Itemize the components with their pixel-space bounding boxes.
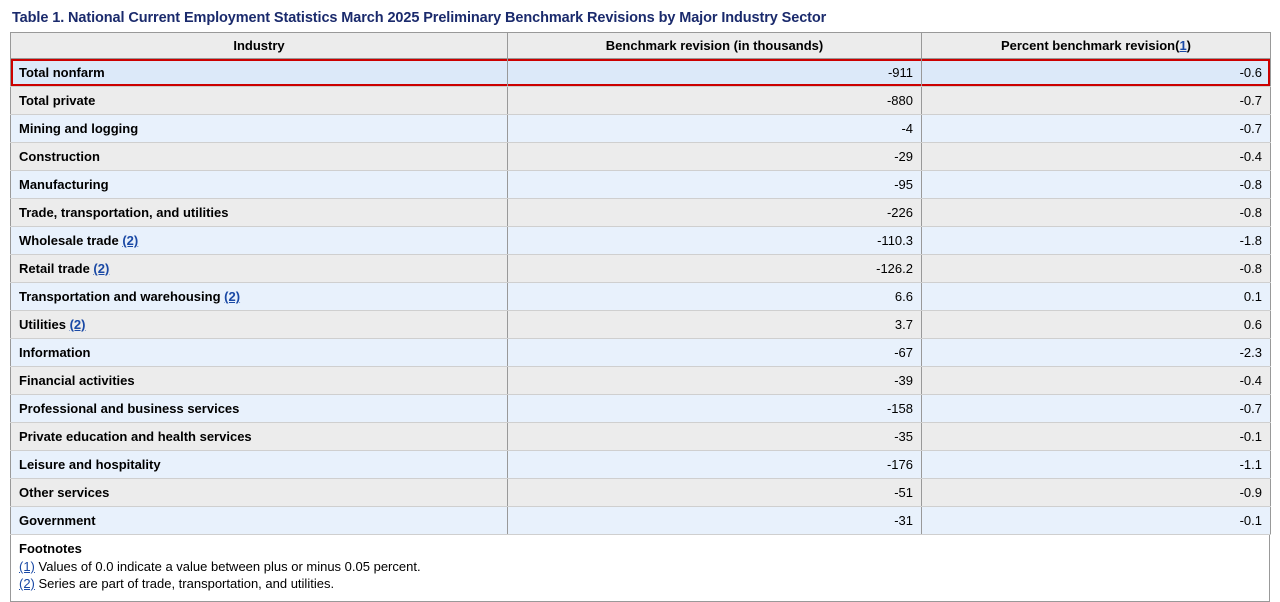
cell-percent-revision: -0.7 [922,87,1271,115]
table-row [11,283,1271,311]
footnote-link-1[interactable]: 1 [1179,38,1187,53]
footnote-marker-1[interactable]: (1) [19,559,35,574]
cell-industry [11,507,508,535]
cell-benchmark-revision: -110.3 [508,227,922,255]
cell-benchmark-revision: -39 [508,367,922,395]
benchmark-revisions-table [10,32,1271,535]
cell-benchmark-revision: -911 [508,59,922,87]
table-row [11,507,1271,535]
industry-label: Mining and logging [19,121,139,136]
table-row [11,367,1271,395]
cell-industry [11,59,508,87]
table-row [11,59,1271,87]
cell-percent-revision: 0.6 [922,311,1271,339]
industry-label: Construction [19,149,100,164]
table-body [11,59,1271,535]
industry-label: Other services [19,485,110,500]
cell-percent-revision: -0.7 [922,395,1271,423]
cell-industry [11,143,508,171]
cell-industry [11,395,508,423]
cell-industry [11,87,508,115]
industry-label: Government [19,513,96,528]
industry-label: Total nonfarm [19,65,105,80]
cell-percent-revision: -1.8 [922,227,1271,255]
cell-percent-revision: -0.8 [922,255,1271,283]
footnote-text-2: Series are part of trade, transportation, and utilities. [34,576,335,591]
industry-label: Professional and business services [19,401,240,416]
cell-industry [11,451,508,479]
cell-industry [11,479,508,507]
table-row [11,255,1271,283]
table-row [11,311,1271,339]
cell-industry [11,171,508,199]
column-header-percent-benchmark-revision [922,33,1271,59]
table-row [11,115,1271,143]
page-title: Table 1. National Current Employment Statistics March 2025 Preliminary Benchmark Revisions by Major Industry Sector [12,10,827,26]
industry-label: Manufacturing [19,177,109,192]
cell-benchmark-revision: 3.7 [508,311,922,339]
cell-industry [11,115,508,143]
footnote-link-2[interactable]: (2) [93,261,110,276]
cell-benchmark-revision: -126.2 [508,255,922,283]
cell-benchmark-revision: -67 [508,339,922,367]
column-header-industry: Industry [11,33,508,59]
industry-label: Total private [19,93,96,108]
table-row [11,339,1271,367]
cell-benchmark-revision: -51 [508,479,922,507]
cell-benchmark-revision: -226 [508,199,922,227]
industry-label: Transportation and warehousing [19,289,225,304]
table-row [11,143,1271,171]
table-row [11,199,1271,227]
industry-label: Utilities [19,317,70,332]
cell-percent-revision: -0.8 [922,171,1271,199]
cell-industry [11,199,508,227]
cell-percent-revision: -0.1 [922,423,1271,451]
cell-percent-revision: -1.1 [922,451,1271,479]
column-header-percent-text: Percent benchmark revision( [1000,38,1180,53]
cell-benchmark-revision: 6.6 [508,283,922,311]
cell-benchmark-revision: -35 [508,423,922,451]
table-row [11,479,1271,507]
cell-percent-revision: -0.6 [922,59,1271,87]
cell-benchmark-revision: -31 [508,507,922,535]
industry-label: Financial activities [19,373,135,388]
cell-benchmark-revision: -29 [508,143,922,171]
cell-benchmark-revision: -158 [508,395,922,423]
industry-label: Information [19,345,91,360]
cell-benchmark-revision: -880 [508,87,922,115]
industry-label: Private education and health services [19,429,252,444]
footnote-item-2 [19,576,1261,591]
cell-percent-revision: -2.3 [922,339,1271,367]
cell-industry [11,227,508,255]
cell-industry [11,311,508,339]
footnote-link-2[interactable]: (2) [224,289,241,304]
industry-label: Trade, transportation, and utilities [19,205,229,220]
cell-benchmark-revision: -4 [508,115,922,143]
column-header-percent-suffix: ) [1186,38,1192,53]
cell-percent-revision: -0.8 [922,199,1271,227]
cell-benchmark-revision: -95 [508,171,922,199]
table-row [11,395,1271,423]
footnotes-section [10,535,1270,602]
table-row [11,423,1271,451]
table-row [11,87,1271,115]
cell-industry [11,367,508,395]
cell-percent-revision: -0.4 [922,367,1271,395]
column-header-benchmark-revision: Benchmark revision (in thousands) [508,33,922,59]
cell-percent-revision: -0.1 [922,507,1271,535]
industry-label: Leisure and hospitality [19,457,161,472]
cell-benchmark-revision: -176 [508,451,922,479]
footnotes-heading: Footnotes [19,541,82,556]
table-row [11,451,1271,479]
cell-percent-revision: -0.4 [922,143,1271,171]
footnote-item-1 [19,559,1261,574]
cell-industry [11,339,508,367]
footnote-link-2[interactable]: (2) [69,317,86,332]
table-row [11,171,1271,199]
footnote-link-2[interactable]: (2) [122,233,139,248]
table-row [11,227,1271,255]
industry-label: Retail trade [19,261,94,276]
footnote-marker-2[interactable]: (2) [19,576,35,591]
cell-percent-revision: 0.1 [922,283,1271,311]
table-header-row [11,33,1271,59]
cell-percent-revision: -0.9 [922,479,1271,507]
footnote-text-1: Values of 0.0 indicate a value between plus or minus 0.05 percent. [34,559,421,574]
cell-percent-revision: -0.7 [922,115,1271,143]
industry-label: Wholesale trade [19,233,123,248]
cell-industry [11,423,508,451]
cell-industry [11,255,508,283]
cell-industry [11,283,508,311]
